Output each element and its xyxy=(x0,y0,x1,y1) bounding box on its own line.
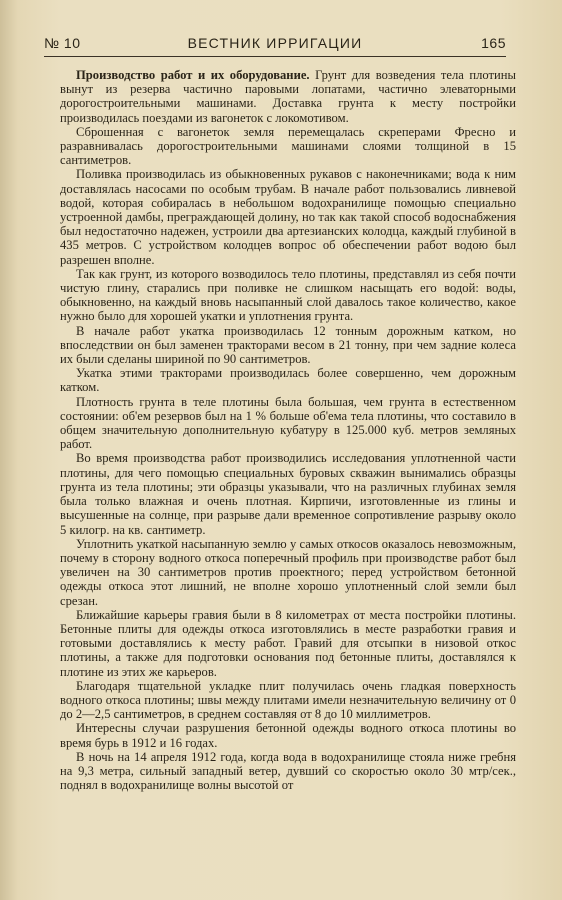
issue-number: № 10 xyxy=(44,35,81,51)
section-heading: Производство работ и их оборудование. xyxy=(76,68,310,82)
page-number: 165 xyxy=(481,35,506,51)
paragraph: Уплотнить укаткой насыпанную землю у самых откосов оказалось невозможным, почему в сторону водного откоса поперечный профиль при производстве работ был увеличен на 30 сантиметров против проектного; перед устройством бетонной одежды откоса этот лишний, не вполне хорошо уплотненный слой земли был срезан. xyxy=(60,536,516,608)
paragraph: Ближайшие карьеры гравия были в 8 километрах от места постройки плотины. Бетонные плиты для одежды откоса изготовлялись в месте разработки гравия и готовыми доставлялись к месту работ. Гравий для отсыпки в низовой откос плотины, а также для подготовки основания под бетонные плиты, доставлялся к плотине из этих же карьеров. xyxy=(60,607,516,679)
paragraph: В ночь на 14 апреля 1912 года, когда вода в водохранилище стояла ниже гребня на 9,3 метра, сильный западный ветер, дувший со скоростью около 30 мтр/сек., поднял в водохранилище волны высотой от xyxy=(60,749,516,793)
article-body xyxy=(60,68,516,792)
paragraph: Поливка производилась из обыкновенных рукавов с наконечниками; вода к ним доставлялась насосами по особым трубам. В начале работ пользовались ливневой водой, которая собиралась в небольшом водохранилище помощью специально устроенной дамбы, преграждающей долину, но так как такой способ водоснабжения был недостаточно надежен, устроили два артезианских колодца, каждый глубиной в 435 метров. С устройством колодцев вопрос об обеспечении работ водою был разрешен вполне. xyxy=(60,167,516,267)
paragraph: Благодаря тщательной укладке плит получилась очень гладкая поверхность водного откоса плотины; швы между плитами имели незначительную величину от 0 до 2—2,5 сантиметров, в среднем составляя от 8 до 10 миллиметров. xyxy=(60,678,516,722)
paragraph: Сброшенная с вагонеток земля перемещалась скреперами Фресно и разравнивалась дорогостроительными машинами слоями толщиной в 15 сантиметров. xyxy=(60,124,516,168)
paragraph-text: Грунт для возведения тела плотины вынут из резерва частично паровыми лопатами, частично элеваторными дорогостроительными машинами. Доставка грунта к месту постройки производилась поездами из вагонеток с локомотивом. xyxy=(60,68,516,125)
running-header xyxy=(44,30,506,57)
paragraph xyxy=(60,68,516,125)
paragraph: Во время производства работ производились исследования уплотненной части плотины, для чего помощью специальных буровых скважин вынимались образцы грунта из тела плотины; эти образцы указывали, что на различных глубинах земля была только влажная и очень плотная. Кирпичи, изготовленные из глины и высушенные на солнце, при разрыве дали временное сопротивление разрыву около 5 килогр. на кв. сантиметр. xyxy=(60,451,516,537)
paragraph: Укатка этими тракторами производилась более совершенно, чем дорожным катком. xyxy=(60,366,516,395)
journal-title: ВЕСТНИК ИРРИГАЦИИ xyxy=(187,35,363,51)
paragraph: Плотность грунта в теле плотины была большая, чем грунта в естественном состоянии: об'ем резервов был на 1 % больше об'ема тела плотины, что составило в общем значительную дополнительную кубатуру в 125.000 куб. метров земляных работ. xyxy=(60,394,516,452)
paragraph: Так как грунт, из которого возводилось тело плотины, представлял из себя почти чистую глину, старались при поливке не слишком насыщать его водой: воды, обыкновенно, на каждый вновь насыпанный слой давалось такое количество, какое нужно было для хорошей укатки и уплотнения грунта. xyxy=(60,266,516,324)
paragraph: В начале работ укатка производилась 12 тонным дорожным катком, но впоследствии он был заменен тракторами весом в 21 тонну, при чем задние колеса их были сделаны шириной по 90 сантиметров. xyxy=(60,323,516,367)
paragraph: Интересны случаи разрушения бетонной одежды водного откоса плотины во время бурь в 1912 и 16 годах. xyxy=(60,721,516,750)
